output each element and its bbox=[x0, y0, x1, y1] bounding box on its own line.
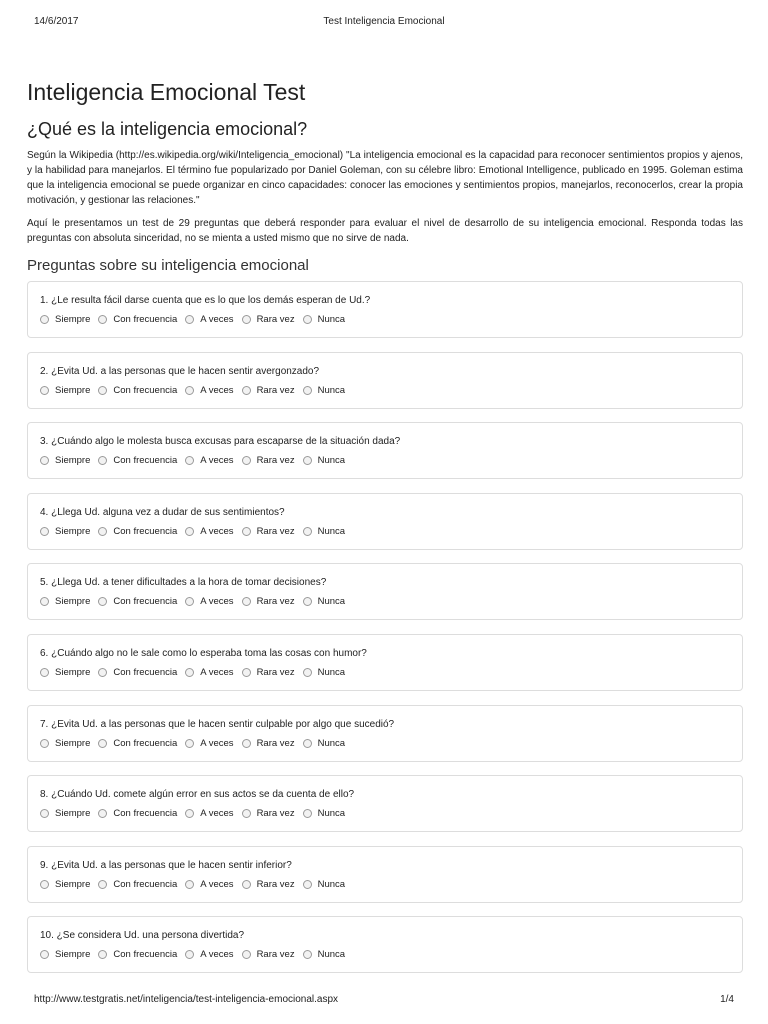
radio-button[interactable] bbox=[242, 950, 251, 959]
answer-option[interactable] bbox=[98, 738, 177, 749]
radio-button[interactable] bbox=[40, 527, 49, 536]
answer-option[interactable] bbox=[98, 949, 177, 960]
question-card bbox=[27, 846, 743, 903]
answer-option[interactable] bbox=[98, 314, 177, 325]
radio-button[interactable] bbox=[303, 597, 312, 606]
answer-option[interactable] bbox=[40, 385, 90, 396]
radio-button[interactable] bbox=[303, 527, 312, 536]
question-text: 1. ¿Le resulta fácil darse cuenta que es lo que los demás esperan de Ud.? bbox=[40, 295, 371, 306]
radio-button[interactable] bbox=[303, 668, 312, 677]
answer-option[interactable] bbox=[242, 738, 295, 749]
answer-option-label: A veces bbox=[200, 455, 234, 467]
answer-option-label: Nunca bbox=[317, 525, 346, 537]
answer-option[interactable] bbox=[98, 385, 177, 396]
page-title: Inteligencia Emocional Test bbox=[27, 79, 306, 105]
answer-option-label: Rara vez bbox=[256, 525, 295, 537]
answer-option[interactable] bbox=[98, 526, 177, 537]
section-title: Preguntas sobre su inteligencia emocional bbox=[27, 257, 309, 274]
answer-option[interactable] bbox=[242, 667, 295, 678]
radio-button[interactable] bbox=[40, 597, 49, 606]
answer-options bbox=[40, 385, 730, 396]
answer-option-label: Rara vez bbox=[256, 596, 295, 608]
answer-option-label: A veces bbox=[200, 949, 234, 961]
answer-option-label: Nunca bbox=[317, 314, 346, 325]
question-card bbox=[27, 281, 743, 338]
answer-option-label: Siempre bbox=[55, 455, 91, 467]
question-list bbox=[27, 281, 743, 973]
question-card bbox=[27, 705, 743, 762]
answer-option-label: Siempre bbox=[55, 666, 91, 678]
answer-option[interactable] bbox=[40, 314, 90, 325]
radio-button[interactable] bbox=[98, 315, 107, 324]
answer-options bbox=[40, 808, 730, 819]
answer-option-label: A veces bbox=[200, 314, 234, 325]
answer-option-label: Nunca bbox=[317, 737, 346, 749]
answer-option[interactable] bbox=[303, 949, 345, 960]
answer-option-label: A veces bbox=[200, 808, 234, 820]
radio-button[interactable] bbox=[303, 880, 312, 889]
answer-option[interactable] bbox=[185, 526, 233, 537]
answer-option[interactable] bbox=[242, 314, 295, 325]
answer-option[interactable] bbox=[40, 596, 90, 607]
question-text: 7. ¿Evita Ud. a las personas que le hacen sentir culpable por algo que sucedió? bbox=[40, 718, 395, 730]
answer-option[interactable] bbox=[98, 879, 177, 890]
radio-button[interactable] bbox=[242, 597, 251, 606]
answer-option[interactable] bbox=[242, 879, 295, 890]
radio-button[interactable] bbox=[40, 880, 49, 889]
main-content bbox=[27, 79, 743, 987]
question-card bbox=[27, 916, 743, 973]
radio-button[interactable] bbox=[303, 809, 312, 818]
answer-option[interactable] bbox=[185, 738, 233, 749]
radio-button[interactable] bbox=[185, 597, 194, 606]
answer-option-label: Rara vez bbox=[256, 949, 295, 961]
radio-button[interactable] bbox=[242, 880, 251, 889]
answer-option-label: Siempre bbox=[55, 596, 91, 608]
answer-option[interactable] bbox=[40, 738, 90, 749]
answer-option[interactable] bbox=[303, 455, 345, 466]
answer-option-label: Con frecuencia bbox=[113, 666, 178, 678]
question-text: 8. ¿Cuándo Ud. comete algún error en sus actos se da cuenta de ello? bbox=[40, 789, 355, 801]
answer-options bbox=[40, 738, 730, 749]
radio-button[interactable] bbox=[185, 809, 194, 818]
radio-button[interactable] bbox=[98, 527, 107, 536]
answer-options bbox=[40, 526, 730, 537]
radio-button[interactable] bbox=[242, 456, 251, 465]
question-text: 2. ¿Evita Ud. a las personas que le hacen sentir avergonzado? bbox=[40, 365, 320, 377]
radio-button[interactable] bbox=[40, 950, 49, 959]
question-text: 10. ¿Se considera Ud. una persona divertida? bbox=[40, 930, 245, 942]
answer-option[interactable] bbox=[98, 667, 177, 678]
answer-option-label: Nunca bbox=[317, 455, 346, 467]
radio-button[interactable] bbox=[98, 809, 107, 818]
radio-button[interactable] bbox=[242, 315, 251, 324]
radio-button[interactable] bbox=[242, 809, 251, 818]
answer-option[interactable] bbox=[242, 949, 295, 960]
radio-button[interactable] bbox=[185, 386, 194, 395]
answer-option-label: Con frecuencia bbox=[113, 525, 178, 537]
radio-button[interactable] bbox=[303, 456, 312, 465]
answer-option-label: A veces bbox=[200, 737, 234, 749]
answer-option-label: Con frecuencia bbox=[113, 878, 178, 890]
print-header bbox=[34, 16, 734, 30]
question-text: 6. ¿Cuándo algo no le sale como lo esperaba toma las cosas con humor? bbox=[40, 647, 367, 659]
answer-option[interactable] bbox=[303, 385, 345, 396]
answer-option[interactable] bbox=[185, 879, 233, 890]
answer-option[interactable] bbox=[40, 526, 90, 537]
question-text: 3. ¿Cuándo algo le molesta busca excusas para escaparse de la situación dada? bbox=[40, 436, 401, 448]
answer-option-label: Siempre bbox=[55, 737, 91, 749]
radio-button[interactable] bbox=[98, 739, 107, 748]
answer-option-label: A veces bbox=[200, 384, 234, 396]
answer-option-label: Rara vez bbox=[256, 808, 295, 820]
radio-button[interactable] bbox=[98, 950, 107, 959]
answer-option-label: Siempre bbox=[55, 384, 91, 396]
answer-option-label: Siempre bbox=[55, 525, 91, 537]
radio-button[interactable] bbox=[303, 386, 312, 395]
answer-option-label: Rara vez bbox=[256, 737, 295, 749]
question-card bbox=[27, 563, 743, 620]
answer-option-label: Siempre bbox=[55, 808, 91, 820]
radio-button[interactable] bbox=[98, 386, 107, 395]
radio-button[interactable] bbox=[185, 739, 194, 748]
radio-button[interactable] bbox=[40, 739, 49, 748]
answer-option-label: Nunca bbox=[317, 384, 346, 396]
answer-option-label: Nunca bbox=[317, 596, 346, 608]
radio-button[interactable] bbox=[40, 386, 49, 395]
radio-button[interactable] bbox=[185, 456, 194, 465]
answer-option[interactable] bbox=[98, 596, 177, 607]
question-card bbox=[27, 775, 743, 832]
answer-options bbox=[40, 455, 730, 466]
question-text: 5. ¿Llega Ud. a tener dificultades a la hora de tomar decisiones? bbox=[40, 577, 327, 589]
answer-option[interactable] bbox=[185, 949, 233, 960]
answer-option[interactable] bbox=[242, 596, 295, 607]
answer-option-label: Nunca bbox=[317, 808, 346, 820]
answer-option-label: A veces bbox=[200, 878, 234, 890]
answer-option-label: A veces bbox=[200, 525, 234, 537]
radio-button[interactable] bbox=[242, 527, 251, 536]
answer-option[interactable] bbox=[185, 667, 233, 678]
radio-button[interactable] bbox=[40, 315, 49, 324]
answer-option-label: Rara vez bbox=[256, 384, 295, 396]
answer-option[interactable] bbox=[303, 314, 345, 325]
answer-option[interactable] bbox=[242, 455, 295, 466]
radio-button[interactable] bbox=[303, 315, 312, 324]
radio-button[interactable] bbox=[242, 739, 251, 748]
answer-option-label: A veces bbox=[200, 596, 234, 608]
answer-option-label: Con frecuencia bbox=[113, 314, 178, 325]
answer-options bbox=[40, 949, 730, 960]
answer-option[interactable] bbox=[40, 667, 90, 678]
radio-button[interactable] bbox=[98, 880, 107, 889]
answer-options bbox=[40, 596, 730, 607]
answer-options bbox=[40, 314, 730, 325]
answer-option-label: Siempre bbox=[55, 949, 91, 961]
print-url: http://www.testgratis.net/inteligencia/test-inteligencia-emocional.aspx bbox=[34, 994, 339, 1005]
answer-option[interactable] bbox=[40, 808, 90, 819]
answer-option-label: A veces bbox=[200, 666, 234, 678]
answer-option-label: Con frecuencia bbox=[113, 808, 178, 820]
answer-option[interactable] bbox=[303, 526, 345, 537]
question-card bbox=[27, 493, 743, 550]
radio-button[interactable] bbox=[242, 668, 251, 677]
answer-option-label: Siempre bbox=[55, 314, 91, 325]
answer-options bbox=[40, 879, 730, 890]
print-page-number: 1/4 bbox=[720, 994, 734, 1005]
answer-option[interactable] bbox=[185, 808, 233, 819]
print-date: 14/6/2017 bbox=[34, 16, 79, 27]
answer-option[interactable] bbox=[98, 455, 177, 466]
answer-option[interactable] bbox=[303, 879, 345, 890]
instructions-paragraph: Aquí le presentamos un test de 29 preguntas que deberá responder para evaluar el nivel de desarrollo de su inteligencia emocional. Responda todas las preguntas con absoluta sinceridad, no se mienta a usted mismo que no sirve de nada. bbox=[27, 218, 743, 244]
print-doc-title: Test Inteligencia Emocional bbox=[323, 16, 445, 27]
answer-option-label: Nunca bbox=[317, 949, 346, 961]
answer-options bbox=[40, 667, 730, 678]
question-card bbox=[27, 422, 743, 479]
answer-option[interactable] bbox=[185, 596, 233, 607]
answer-option[interactable] bbox=[40, 949, 90, 960]
question-card bbox=[27, 352, 743, 409]
radio-button[interactable] bbox=[185, 880, 194, 889]
radio-button[interactable] bbox=[303, 950, 312, 959]
answer-option-label: Rara vez bbox=[256, 878, 295, 890]
question-text: 9. ¿Evita Ud. a las personas que le hacen sentir inferior? bbox=[40, 859, 292, 871]
radio-button[interactable] bbox=[242, 386, 251, 395]
answer-option[interactable] bbox=[303, 738, 345, 749]
answer-option-label: Nunca bbox=[317, 666, 346, 678]
answer-option-label: Con frecuencia bbox=[113, 384, 178, 396]
radio-button[interactable] bbox=[303, 739, 312, 748]
radio-button[interactable] bbox=[98, 668, 107, 677]
answer-option-label: Rara vez bbox=[256, 455, 295, 467]
intro-paragraph: Según la Wikipedia (http://es.wikipedia.org/wiki/Inteligencia_emocional) "La inteligencia emocional es la capacidad para reconocer sentimientos propios y ajenos, y la habilidad para manejarlos. El término fue popularizado por Daniel Goleman, con su célebre libro: Emotional Intelligence, publicado en 1995. Goleman estima que la inteligencia emocional se puede organizar en cinco capacidades: conocer las emociones y sentimientos propios, manejarlos, reconocerlos, crear la propia motivación, y gestionar las relaciones." bbox=[27, 150, 743, 206]
answer-option[interactable] bbox=[40, 879, 90, 890]
question-text: 4. ¿Llega Ud. alguna vez a dudar de sus sentimientos? bbox=[40, 506, 285, 518]
answer-option[interactable] bbox=[303, 667, 345, 678]
answer-option[interactable] bbox=[303, 596, 345, 607]
answer-option[interactable] bbox=[303, 808, 345, 819]
radio-button[interactable] bbox=[98, 597, 107, 606]
radio-button[interactable] bbox=[40, 456, 49, 465]
answer-option[interactable] bbox=[242, 526, 295, 537]
radio-button[interactable] bbox=[40, 809, 49, 818]
radio-button[interactable] bbox=[98, 456, 107, 465]
answer-option-label: Rara vez bbox=[256, 314, 295, 325]
radio-button[interactable] bbox=[185, 315, 194, 324]
answer-option[interactable] bbox=[242, 808, 295, 819]
answer-option-label: Siempre bbox=[55, 878, 91, 890]
question-card bbox=[27, 634, 743, 691]
radio-button[interactable] bbox=[185, 950, 194, 959]
answer-option-label: Con frecuencia bbox=[113, 949, 178, 961]
answer-option[interactable] bbox=[185, 385, 233, 396]
answer-option-label: Con frecuencia bbox=[113, 737, 178, 749]
answer-option-label: Con frecuencia bbox=[113, 455, 178, 467]
page-subtitle: ¿Qué es la inteligencia emocional? bbox=[27, 119, 308, 139]
radio-button[interactable] bbox=[185, 527, 194, 536]
answer-option[interactable] bbox=[98, 808, 177, 819]
answer-option-label: Rara vez bbox=[256, 666, 295, 678]
answer-option[interactable] bbox=[185, 455, 233, 466]
radio-button[interactable] bbox=[185, 668, 194, 677]
answer-option[interactable] bbox=[185, 314, 233, 325]
answer-option[interactable] bbox=[242, 385, 295, 396]
answer-option[interactable] bbox=[40, 455, 90, 466]
answer-option-label: Nunca bbox=[317, 878, 346, 890]
answer-option-label: Con frecuencia bbox=[113, 596, 178, 608]
radio-button[interactable] bbox=[40, 668, 49, 677]
